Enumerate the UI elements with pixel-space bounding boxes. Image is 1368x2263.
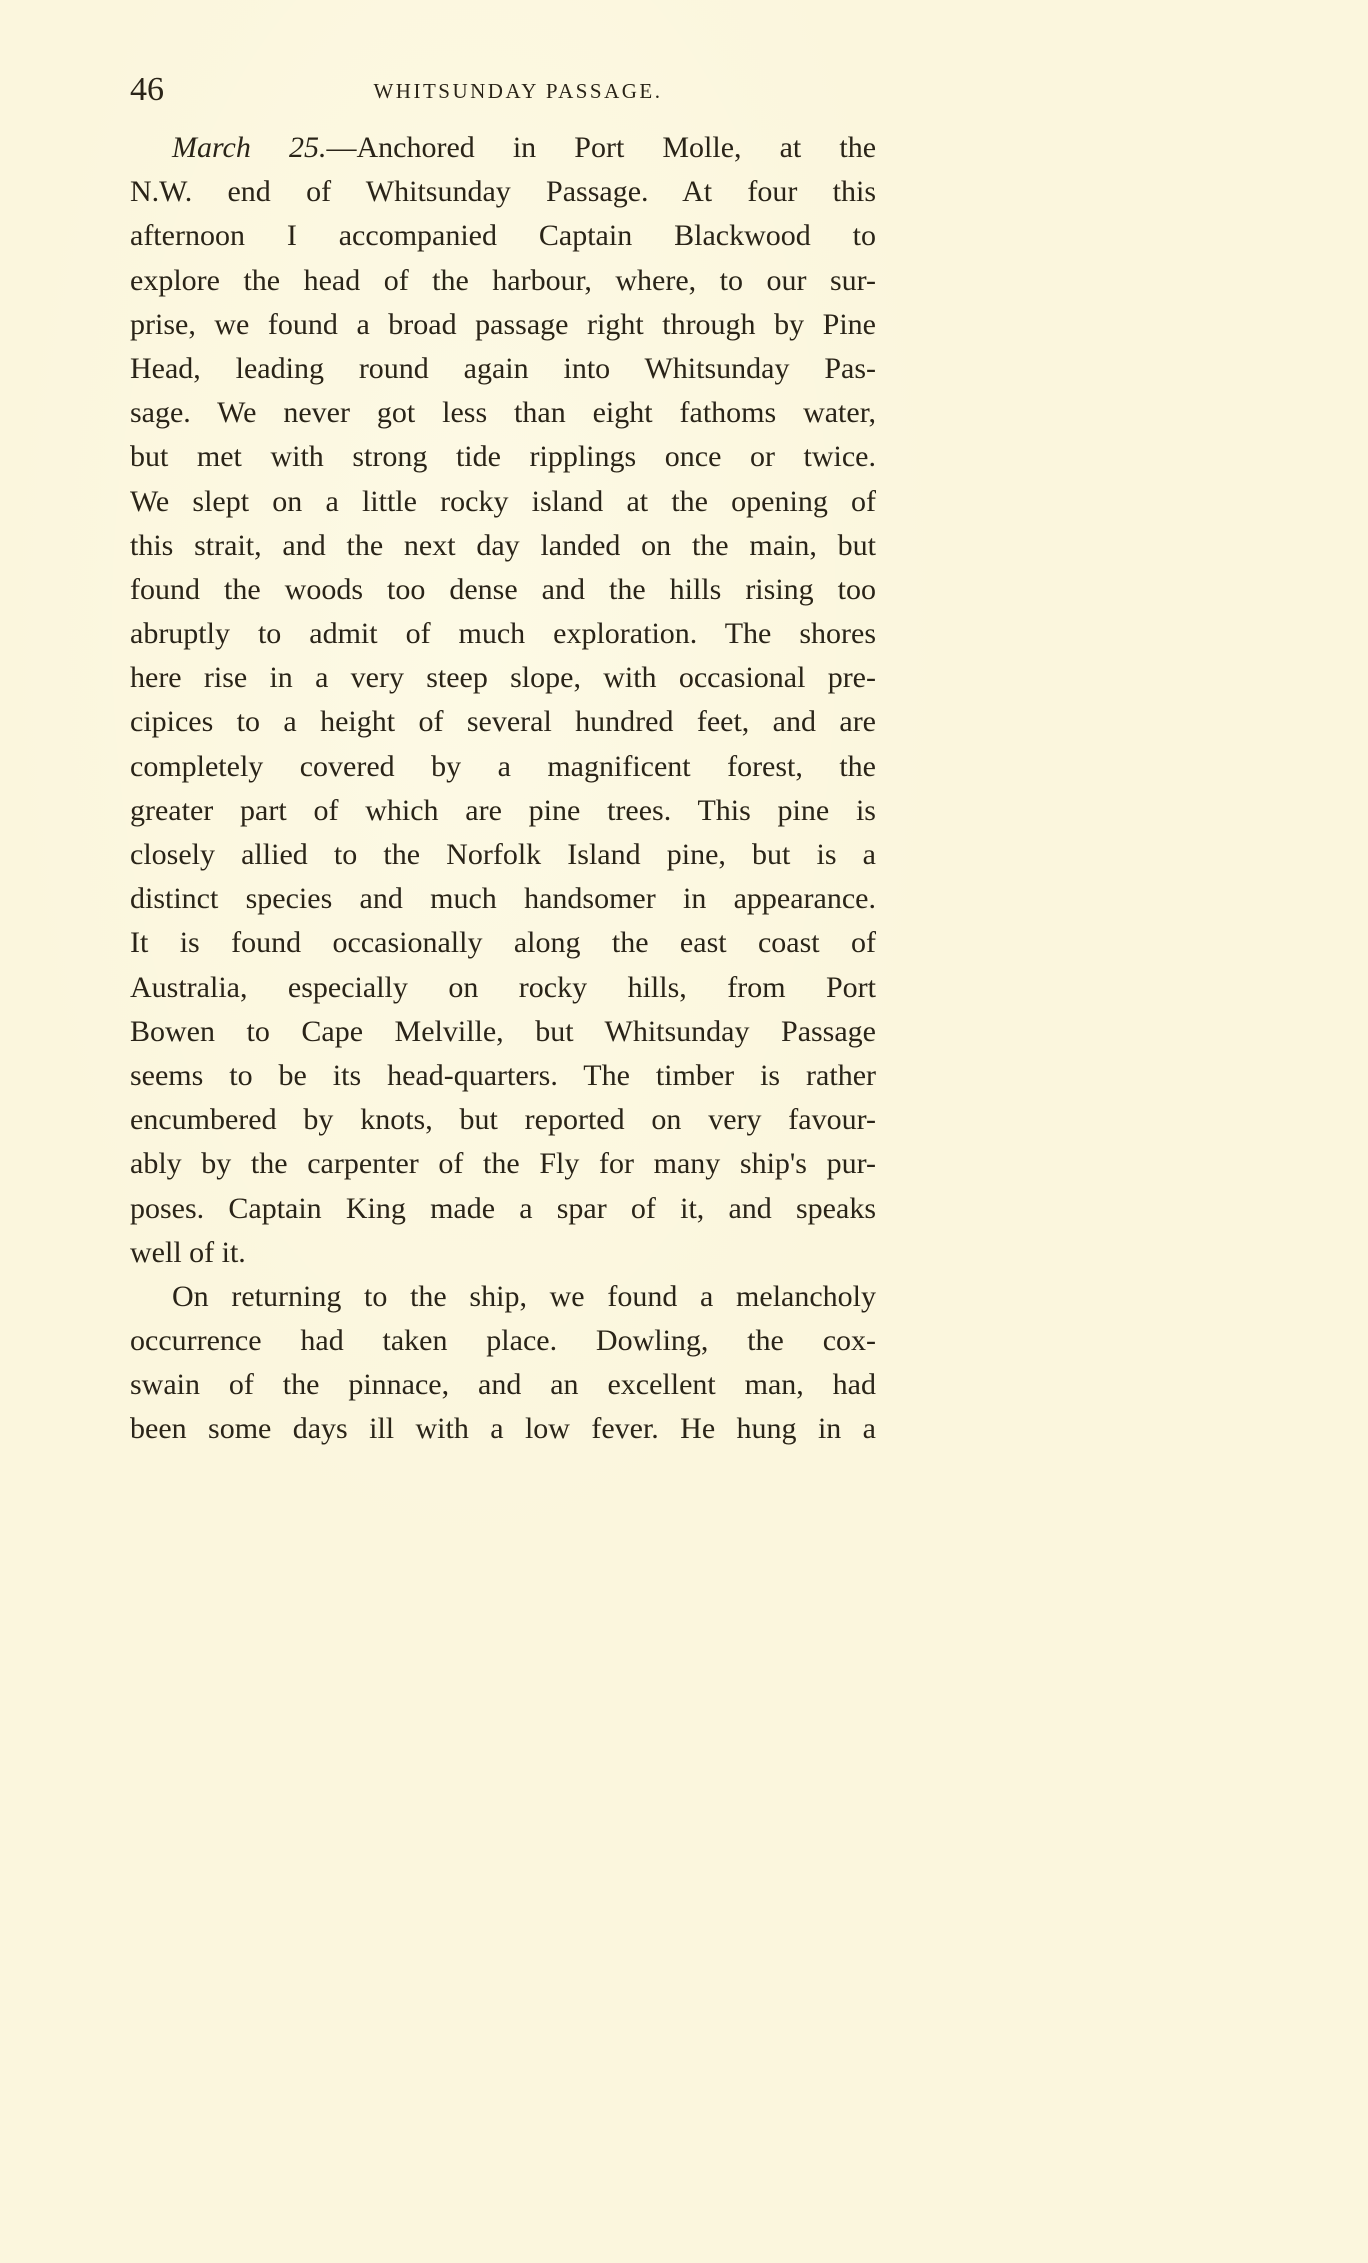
running-head bbox=[130, 70, 876, 110]
body-text bbox=[130, 126, 876, 1452]
text-line: swain of the pinnace, and an excellent man, had bbox=[130, 1368, 876, 1402]
text-line: Bowen to Cape Melville, but Whitsunday Passage bbox=[130, 1014, 876, 1048]
text-line: On returning to the ship, we found a melancholy bbox=[172, 1279, 876, 1313]
text-line: sage. We never got less than eight fathoms water, bbox=[130, 396, 876, 430]
text-line: We slept on a little rocky island at the opening of bbox=[130, 484, 876, 518]
text-line: N.W. end of Whitsunday Passage. At four this bbox=[130, 175, 876, 209]
page-number: 46 bbox=[130, 71, 164, 108]
text-line: occurrence had taken place. Dowling, the cox- bbox=[130, 1324, 876, 1358]
text-line: cipices to a height of several hundred feet, and are bbox=[130, 705, 876, 739]
text-line: greater part of which are pine trees. This pine is bbox=[130, 793, 876, 827]
text-line: seems to be its head-quarters. The timber is rather bbox=[130, 1058, 876, 1092]
text-line: afternoon I accompanied Captain Blackwood to bbox=[130, 219, 876, 253]
text-line-rest: —Anchored in Port Molle, at the bbox=[326, 131, 877, 164]
text-line: Australia, especially on rocky hills, from Port bbox=[130, 970, 876, 1004]
text-line: but met with strong tide ripplings once or twice. bbox=[130, 440, 876, 474]
text-line: explore the head of the harbour, where, to our sur- bbox=[130, 263, 876, 297]
text-line: It is found occasionally along the east coast of bbox=[130, 926, 876, 960]
text-line: closely allied to the Norfolk Island pine, but is a bbox=[130, 838, 876, 871]
text-line: well of it. bbox=[130, 1235, 246, 1269]
text-line: poses. Captain King made a spar of it, and speaks bbox=[130, 1191, 876, 1225]
text-line: prise, we found a broad passage right through by Pine bbox=[130, 307, 876, 341]
text-line: encumbered by knots, but reported on very favour- bbox=[130, 1103, 876, 1137]
text-line: found the woods too dense and the hills rising too bbox=[130, 572, 876, 606]
text-line: completely covered by a magnificent forest, the bbox=[130, 749, 876, 783]
text-line: abruptly to admit of much exploration. The shores bbox=[130, 617, 876, 651]
text-line bbox=[130, 126, 876, 170]
text-line: here rise in a very steep slope, with occasional pre- bbox=[130, 661, 876, 695]
text-line: Head, leading round again into Whitsunday Pas- bbox=[130, 351, 876, 385]
text-line: been some days ill with a low fever. He hung in a bbox=[130, 1412, 876, 1446]
paragraph-1 bbox=[130, 126, 876, 1275]
text-line: distinct species and much handsomer in appearance. bbox=[130, 882, 876, 916]
paragraph-2 bbox=[130, 1275, 876, 1452]
text-line: this strait, and the next day landed on the main, but bbox=[130, 528, 876, 562]
text-line: ably by the carpenter of the Fly for many ship's pur- bbox=[130, 1147, 876, 1181]
date-label: March 25. bbox=[172, 131, 327, 164]
running-head-title: WHITSUNDAY PASSAGE. bbox=[373, 79, 663, 103]
book-page bbox=[0, 0, 948, 1568]
